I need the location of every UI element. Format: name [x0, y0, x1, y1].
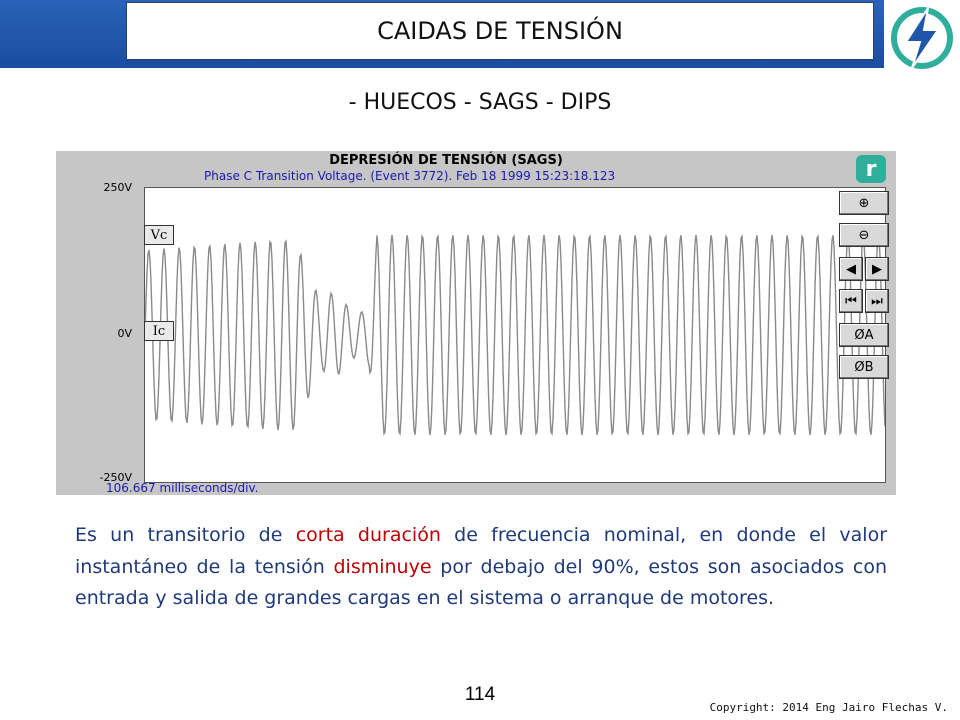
- para-text-1: Es un transitorio de: [75, 524, 296, 546]
- next-button[interactable]: [865, 257, 889, 281]
- phase-a-label: ØA: [854, 327, 874, 343]
- zoom-out-icon: ⊖: [858, 227, 870, 243]
- oscilloscope-panel: [56, 151, 896, 495]
- y-label-bottom: -250V: [99, 471, 132, 484]
- y-label-mid: 0V: [117, 327, 132, 340]
- first-button[interactable]: [839, 289, 863, 313]
- phase-a-button[interactable]: [839, 323, 889, 347]
- zoom-in-button[interactable]: [839, 191, 889, 215]
- description-paragraph: [75, 520, 887, 615]
- voltage-waveform: [145, 235, 885, 435]
- last-button[interactable]: [865, 289, 889, 313]
- skip-end-icon: ⏭: [871, 293, 883, 309]
- zoom-out-button[interactable]: [839, 223, 889, 247]
- waveform-svg: [145, 188, 885, 482]
- arrow-right-icon: ▶: [872, 261, 882, 277]
- time-per-division: 106.667 milliseconds/div.: [106, 481, 259, 495]
- channel-vc-tag[interactable]: Vc: [144, 225, 174, 245]
- slide-subtitle: - HUECOS - SAGS - DIPS: [348, 90, 612, 115]
- copyright-notice: Copyright: 2014 Eng Jairo Flechas V.: [709, 701, 948, 714]
- waveform-plot: [144, 187, 886, 483]
- scope-title: DEPRESIÓN DE TENSIÓN (SAGS): [329, 153, 563, 168]
- slide-title: CAIDAS DE TENSIÓN: [126, 2, 874, 60]
- prev-button[interactable]: [839, 257, 863, 281]
- page-number: 114: [464, 684, 496, 705]
- para-text-2: de frecuencia nominal, en donde el valor instantáneo de la tensión: [75, 524, 888, 578]
- lightning-bolt-logo: [888, 4, 956, 72]
- phase-b-button[interactable]: [839, 355, 889, 379]
- arrow-left-icon: ◀: [846, 261, 856, 277]
- y-label-top: 250V: [103, 181, 132, 194]
- channel-ic-tag[interactable]: Ic: [144, 321, 174, 341]
- zoom-in-icon: ⊕: [858, 195, 870, 211]
- r-badge-icon[interactable]: r: [856, 155, 886, 183]
- skip-start-icon: ⏮: [845, 293, 857, 309]
- para-highlight-1: corta duración: [295, 524, 441, 546]
- para-text-3: por debajo del 90%, estos son asociados con entrada y salida de grandes cargas en el sistema o arranque de motores.: [75, 555, 887, 609]
- para-highlight-2: disminuye: [333, 555, 432, 578]
- phase-b-label: ØB: [854, 359, 874, 375]
- event-description: Phase C Transition Voltage. (Event 3772). Feb 18 1999 15:23:18.123: [204, 169, 616, 183]
